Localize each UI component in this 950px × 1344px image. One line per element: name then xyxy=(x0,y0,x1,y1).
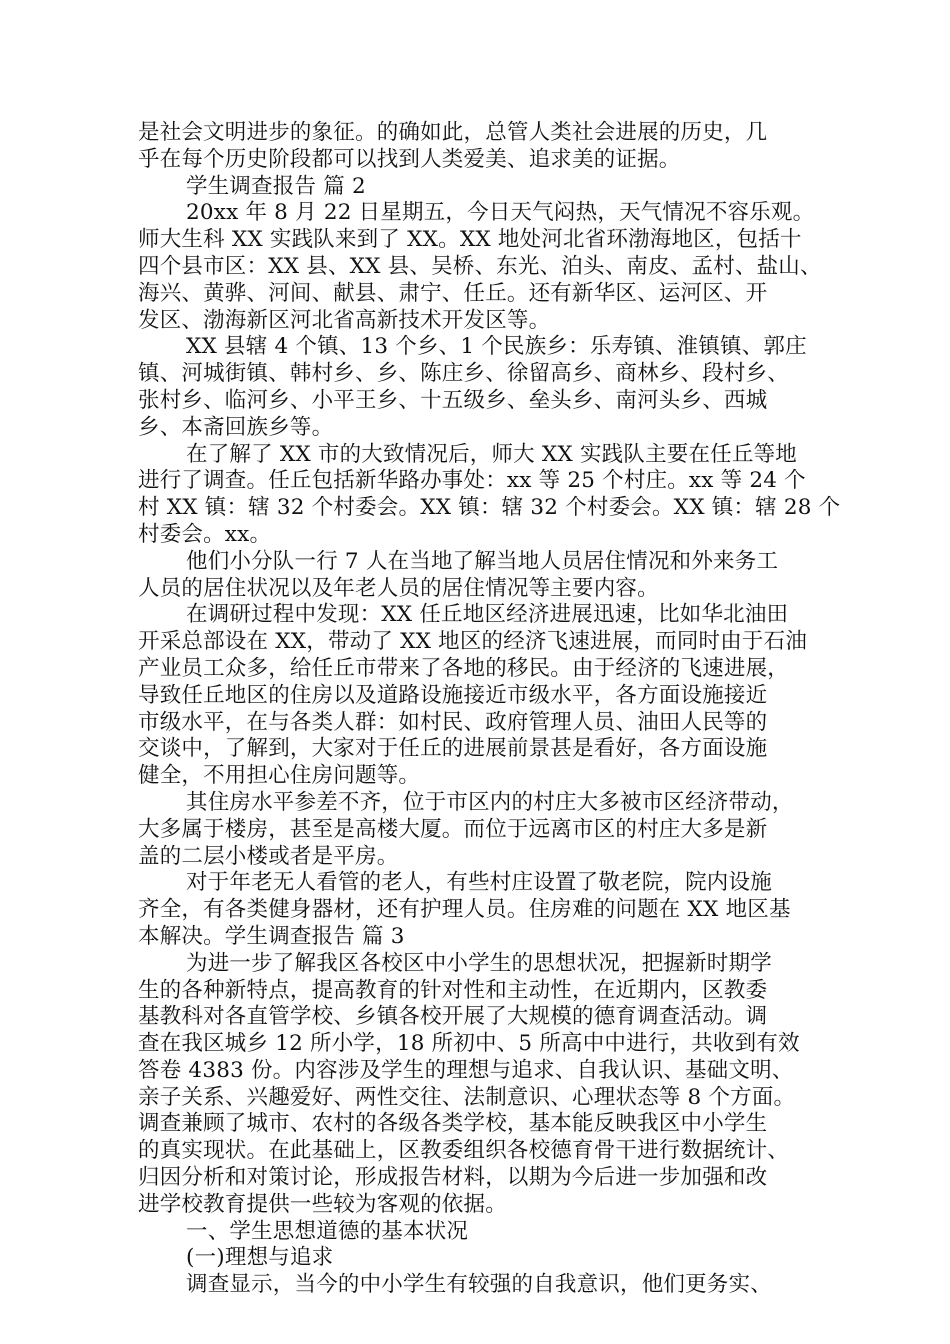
text-line: 的真实现状。在此基础上，区教委组织各校德育骨干进行数据统计、 xyxy=(138,1138,790,1164)
text-line: 乎在每个历史阶段都可以找到人类爱美、追求美的证据。 xyxy=(138,146,681,172)
text-line: 其住房水平参差不齐，位于市区内的村庄大多被市区经济带动， xyxy=(186,789,794,815)
text-line: 健全，不用担心住房问题等。 xyxy=(138,763,421,789)
text-line: 发区、渤海新区河北省高新技术开发区等。 xyxy=(138,307,551,333)
text-line: 开采总部设在 XX，带动了 XX 地区的经济飞速进展，而同时由于石油 xyxy=(138,629,808,655)
text-line: 调查兼顾了城市、农村的各级各类学校，基本能反映我区中小学生 xyxy=(138,1111,768,1137)
text-line: 产业员工众多，给任丘市带来了各地的移民。由于经济的飞速进展， xyxy=(138,655,790,681)
text-line: 盖的二层小楼或者是平房。 xyxy=(138,843,399,869)
document-body xyxy=(138,120,841,1299)
text-line: 亲子关系、兴趣爱好、两性交往、法制意识、心理状态等 8 个方面。 xyxy=(138,1084,796,1110)
text-line: 查在我区城乡 12 所小学，18 所初中、5 所高中中进行，共收到有效 xyxy=(138,1031,800,1057)
text-line: 导致任丘地区的住房以及道路设施接近市级水平，各方面设施接近 xyxy=(138,682,768,708)
text-line: 一、学生思想道德的基本状况 xyxy=(186,1218,469,1244)
text-line: 基教科对各直管学校、乡镇各校开展了大规模的德育调查活动。调 xyxy=(138,1004,768,1030)
text-line: 在调研过程中发现：XX 任丘地区经济进展迅速，比如华北油田 xyxy=(186,602,789,628)
text-line: 答卷 4383 份。内容涉及学生的理想与追求、自我认识、基础文明、 xyxy=(138,1057,794,1083)
text-line: (一)理想与追求 xyxy=(186,1245,334,1271)
text-line: 20xx 年 8 月 22 日星期五，今日天气闷热，天气情况不容乐观。 xyxy=(186,200,815,226)
text-line: 对于年老无人看管的老人，有些村庄设置了敬老院，院内设施 xyxy=(186,870,772,896)
text-line: 交谈中，了解到，大家对于任丘的进展前景甚是看好，各方面设施 xyxy=(138,736,768,762)
text-line: 学生调查报告 篇 2 xyxy=(186,173,366,199)
text-line: 师大生科 XX 实践队来到了 XX。XX 地处河北省环渤海地区，包括十 xyxy=(138,227,802,253)
text-line: 本解决。学生调查报告 篇 3 xyxy=(138,923,405,949)
text-line: 村委会。xx。 xyxy=(138,521,272,547)
text-line: XX 县辖 4 个镇、13 个乡、1 个民族乡：乐寿镇、淮镇镇、郭庄 xyxy=(186,334,807,360)
text-line: 四个县市区：XX 县、XX 县、吴桥、东光、泊头、南皮、孟村、盐山、 xyxy=(138,253,822,279)
text-line: 村 XX 镇：辖 32 个村委会。XX 镇：辖 32 个村委会。XX 镇：辖 28 个 xyxy=(138,495,841,521)
text-line: 调查显示，当今的中小学生有较强的自我意识，他们更务实、 xyxy=(186,1272,772,1298)
text-line: 齐全，有各类健身器材，还有护理人员。住房难的问题在 XX 地区基 xyxy=(138,897,791,923)
text-line: 张村乡、临河乡、小平王乡、十五级乡、垒头乡、南河头乡、西城 xyxy=(138,387,768,413)
text-line: 乡、本斋回族乡等。 xyxy=(138,414,334,440)
text-line: 大多属于楼房，甚至是高楼大厦。而位于远离市区的村庄大多是新 xyxy=(138,816,768,842)
text-line: 归因分析和对策讨论，形成报告材料，以期为今后进一步加强和改 xyxy=(138,1165,768,1191)
text-line: 在了解了 XX 市的大致情况后，师大 XX 实践队主要在任丘等地 xyxy=(186,441,797,467)
text-line: 生的各种新特点，提高教育的针对性和主动性，在近期内，区教委 xyxy=(138,977,768,1003)
text-line: 镇、河城街镇、韩村乡、乡、陈庄乡、徐留高乡、商林乡、段村乡、 xyxy=(138,361,790,387)
text-line: 是社会文明进步的象征。的确如此，总管人类社会进展的历史，几 xyxy=(138,120,768,145)
text-line: 他们小分队一行 7 人在当地了解当地人员居住情况和外来务工 xyxy=(186,548,779,574)
text-line: 进学校教育提供一些较为客观的依据。 xyxy=(138,1191,507,1217)
text-line: 海兴、黄骅、河间、献县、肃宁、任丘。还有新华区、运河区、开 xyxy=(138,280,768,306)
text-line: 市级水平，在与各类人群：如村民、政府管理人员、油田人民等的 xyxy=(138,709,768,735)
text-line: 人员的居住状况以及年老人员的居住情况等主要内容。 xyxy=(138,575,659,601)
text-line: 进行了调查。任丘包括新华路办事处：xx 等 25 个村庄。xx 等 24 个 xyxy=(138,468,806,494)
text-line: 为进一步了解我区各校区中小学生的思想状况，把握新时期学 xyxy=(186,950,772,976)
